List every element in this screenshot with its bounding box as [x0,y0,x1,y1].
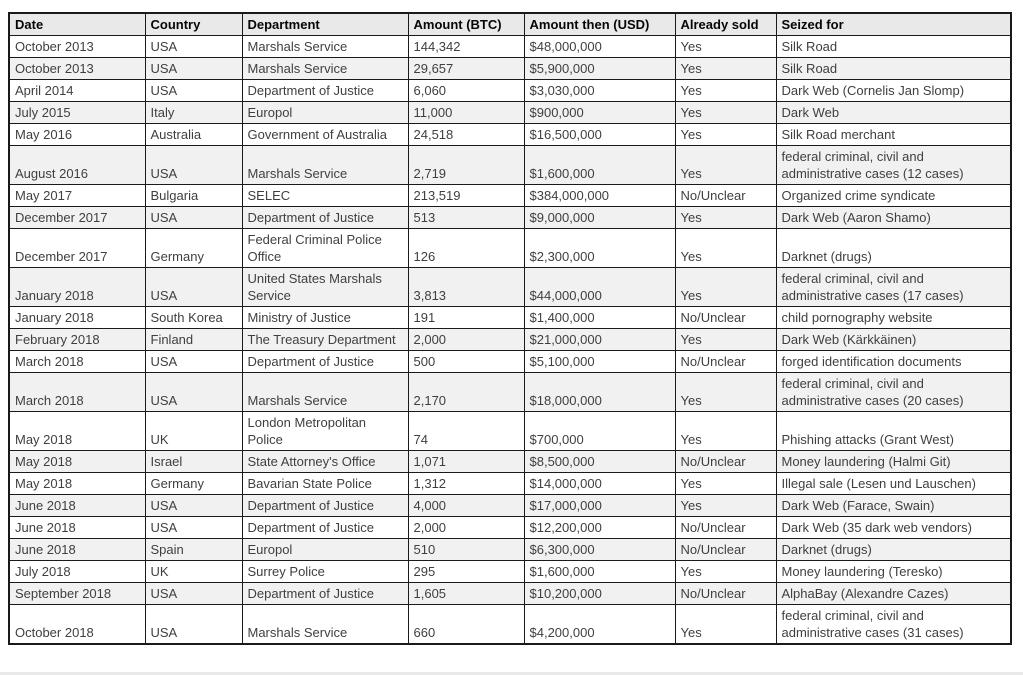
table-cell: $900,000 [524,102,675,124]
table-cell: USA [145,146,242,185]
table-cell: federal criminal, civil and administrative cases (20 cases) [776,373,1011,412]
table-cell: $21,000,000 [524,329,675,351]
table-cell: 24,518 [408,124,524,146]
table-cell: United States Marshals Service [242,268,408,307]
table-cell: 660 [408,605,524,645]
table-cell: No/Unclear [675,185,776,207]
table-cell: Surrey Police [242,561,408,583]
table-cell: federal criminal, civil and administrative cases (31 cases) [776,605,1011,645]
table-cell: Organized crime syndicate [776,185,1011,207]
table-cell: Germany [145,473,242,495]
table-cell: Yes [675,412,776,451]
table-cell: $17,000,000 [524,495,675,517]
table-cell: 3,813 [408,268,524,307]
table-cell: Silk Road [776,36,1011,58]
table-cell: Bavarian State Police [242,473,408,495]
table-cell: Yes [675,102,776,124]
table-row [9,58,1011,80]
table-cell: 513 [408,207,524,229]
table-cell: 29,657 [408,58,524,80]
table-cell: 295 [408,561,524,583]
table-row [9,451,1011,473]
table-cell: 1,312 [408,473,524,495]
table-cell: Dark Web (Kärkkäinen) [776,329,1011,351]
table-cell: Department of Justice [242,207,408,229]
table-cell: Marshals Service [242,36,408,58]
table-cell: $2,300,000 [524,229,675,268]
table-cell: $5,900,000 [524,58,675,80]
table-cell: Government of Australia [242,124,408,146]
table-cell: Finland [145,329,242,351]
table-row [9,124,1011,146]
table-cell: Darknet (drugs) [776,229,1011,268]
table-cell: $10,200,000 [524,583,675,605]
table-cell: October 2018 [9,605,145,645]
table-cell: 1,605 [408,583,524,605]
table-cell: June 2018 [9,517,145,539]
table-cell: No/Unclear [675,517,776,539]
table-cell: $18,000,000 [524,373,675,412]
column-header-already-sold: Already sold [675,13,776,36]
table-row [9,561,1011,583]
table-cell: No/Unclear [675,307,776,329]
table-cell: $1,400,000 [524,307,675,329]
table-cell: USA [145,351,242,373]
table-cell: $5,100,000 [524,351,675,373]
table-row [9,517,1011,539]
table-cell: Dark Web (Farace, Swain) [776,495,1011,517]
table-cell: Yes [675,495,776,517]
table-cell: 6,060 [408,80,524,102]
table-cell: March 2018 [9,373,145,412]
table-row [9,185,1011,207]
table-cell: May 2018 [9,451,145,473]
table-cell: December 2017 [9,229,145,268]
table-cell: Yes [675,473,776,495]
table-cell: $3,030,000 [524,80,675,102]
column-header-amount-btc: Amount (BTC) [408,13,524,36]
table-cell: Ministry of Justice [242,307,408,329]
table-cell: Silk Road merchant [776,124,1011,146]
table-cell: 510 [408,539,524,561]
table-cell: $1,600,000 [524,561,675,583]
table-cell: Marshals Service [242,58,408,80]
table-cell: Yes [675,36,776,58]
table-cell: $16,500,000 [524,124,675,146]
table-cell: $9,000,000 [524,207,675,229]
table-cell: Marshals Service [242,373,408,412]
table-cell: 500 [408,351,524,373]
table-cell: No/Unclear [675,351,776,373]
table-cell: $384,000,000 [524,185,675,207]
table-cell: USA [145,605,242,645]
table-cell: Department of Justice [242,495,408,517]
table-cell: Dark Web (Cornelis Jan Slomp) [776,80,1011,102]
table-cell: $44,000,000 [524,268,675,307]
table-cell: Yes [675,561,776,583]
table-cell: Illegal sale (Lesen und Lauschen) [776,473,1011,495]
table-cell: December 2017 [9,207,145,229]
table-row [9,207,1011,229]
table-cell: Europol [242,102,408,124]
table-cell: Yes [675,124,776,146]
table-cell: Department of Justice [242,583,408,605]
table-cell: The Treasury Department [242,329,408,351]
table-cell: 2,000 [408,517,524,539]
table-cell: London Metropolitan Police [242,412,408,451]
table-cell: Yes [675,329,776,351]
table-cell: $48,000,000 [524,36,675,58]
table-cell: Europol [242,539,408,561]
table-cell: 191 [408,307,524,329]
column-header-country: Country [145,13,242,36]
table-cell: August 2016 [9,146,145,185]
table-row [9,583,1011,605]
table-cell: USA [145,517,242,539]
column-header-amount-then-usd: Amount then (USD) [524,13,675,36]
table-row [9,80,1011,102]
table-row [9,495,1011,517]
table-cell: Darknet (drugs) [776,539,1011,561]
table-cell: July 2018 [9,561,145,583]
table-cell: No/Unclear [675,539,776,561]
table-row [9,102,1011,124]
table-cell: Money laundering (Teresko) [776,561,1011,583]
table-cell: Yes [675,146,776,185]
table-row [9,605,1011,645]
seizures-table [8,12,1012,645]
table-cell: Money laundering (Halmi Git) [776,451,1011,473]
table-cell: child pornography website [776,307,1011,329]
table-row [9,229,1011,268]
table-row [9,539,1011,561]
table-cell: Yes [675,373,776,412]
table-cell: No/Unclear [675,451,776,473]
table-cell: $700,000 [524,412,675,451]
table-cell: 1,071 [408,451,524,473]
table-cell: February 2018 [9,329,145,351]
table-cell: Bulgaria [145,185,242,207]
table-row [9,36,1011,58]
table-cell: USA [145,583,242,605]
table-cell: $6,300,000 [524,539,675,561]
table-row [9,351,1011,373]
table-cell: 126 [408,229,524,268]
table-cell: October 2013 [9,58,145,80]
table-cell: USA [145,36,242,58]
table-cell: 2,170 [408,373,524,412]
table-cell: March 2018 [9,351,145,373]
table-cell: $14,000,000 [524,473,675,495]
table-cell: Germany [145,229,242,268]
table-cell: October 2013 [9,36,145,58]
table-cell: May 2018 [9,412,145,451]
table-cell: Yes [675,229,776,268]
table-row [9,329,1011,351]
table-row [9,268,1011,307]
table-row [9,473,1011,495]
table-cell: AlphaBay (Alexandre Cazes) [776,583,1011,605]
table-cell: federal criminal, civil and administrative cases (12 cases) [776,146,1011,185]
table-cell: Dark Web (Aaron Shamo) [776,207,1011,229]
table-cell: UK [145,561,242,583]
table-cell: May 2016 [9,124,145,146]
table-cell: Yes [675,80,776,102]
table-cell: USA [145,80,242,102]
table-cell: Italy [145,102,242,124]
table-cell: Department of Justice [242,80,408,102]
table-cell: USA [145,373,242,412]
column-header-date: Date [9,13,145,36]
table-cell: Yes [675,268,776,307]
table-cell: USA [145,207,242,229]
table-cell: USA [145,58,242,80]
table-cell: January 2018 [9,268,145,307]
table-cell: 2,719 [408,146,524,185]
table-cell: Yes [675,207,776,229]
table-cell: 4,000 [408,495,524,517]
table-cell: UK [145,412,242,451]
table-cell: September 2018 [9,583,145,605]
table-cell: $1,600,000 [524,146,675,185]
column-header-seized-for: Seized for [776,13,1011,36]
table-cell: South Korea [145,307,242,329]
table-cell: 11,000 [408,102,524,124]
table-cell: June 2018 [9,539,145,561]
table-cell: Marshals Service [242,146,408,185]
table-cell: forged identification documents [776,351,1011,373]
table-cell: $8,500,000 [524,451,675,473]
table-cell: USA [145,268,242,307]
table-cell: Department of Justice [242,351,408,373]
table-cell: USA [145,495,242,517]
table-cell: Federal Criminal Police Office [242,229,408,268]
table-cell: Silk Road [776,58,1011,80]
table-cell: May 2018 [9,473,145,495]
table-row [9,373,1011,412]
table-cell: Dark Web [776,102,1011,124]
column-header-department: Department [242,13,408,36]
table-cell: April 2014 [9,80,145,102]
table-cell: federal criminal, civil and administrative cases (17 cases) [776,268,1011,307]
table-cell: $4,200,000 [524,605,675,645]
table-cell: Dark Web (35 dark web vendors) [776,517,1011,539]
table-cell: Australia [145,124,242,146]
table-cell: Phishing attacks (Grant West) [776,412,1011,451]
table-cell: Marshals Service [242,605,408,645]
table-cell: Yes [675,58,776,80]
table-row [9,307,1011,329]
table-row [9,412,1011,451]
table-cell: State Attorney's Office [242,451,408,473]
table-cell: No/Unclear [675,583,776,605]
table-cell: June 2018 [9,495,145,517]
table-cell: January 2018 [9,307,145,329]
table-cell: Yes [675,605,776,645]
table-cell: Israel [145,451,242,473]
table-cell: Department of Justice [242,517,408,539]
table-cell: May 2017 [9,185,145,207]
table-header-row [9,13,1011,36]
table-cell: 2,000 [408,329,524,351]
table-cell: July 2015 [9,102,145,124]
table-cell: 213,519 [408,185,524,207]
table-row [9,146,1011,185]
table-cell: SELEC [242,185,408,207]
table-cell: 144,342 [408,36,524,58]
table-cell: Spain [145,539,242,561]
table-cell: $12,200,000 [524,517,675,539]
table-cell: 74 [408,412,524,451]
